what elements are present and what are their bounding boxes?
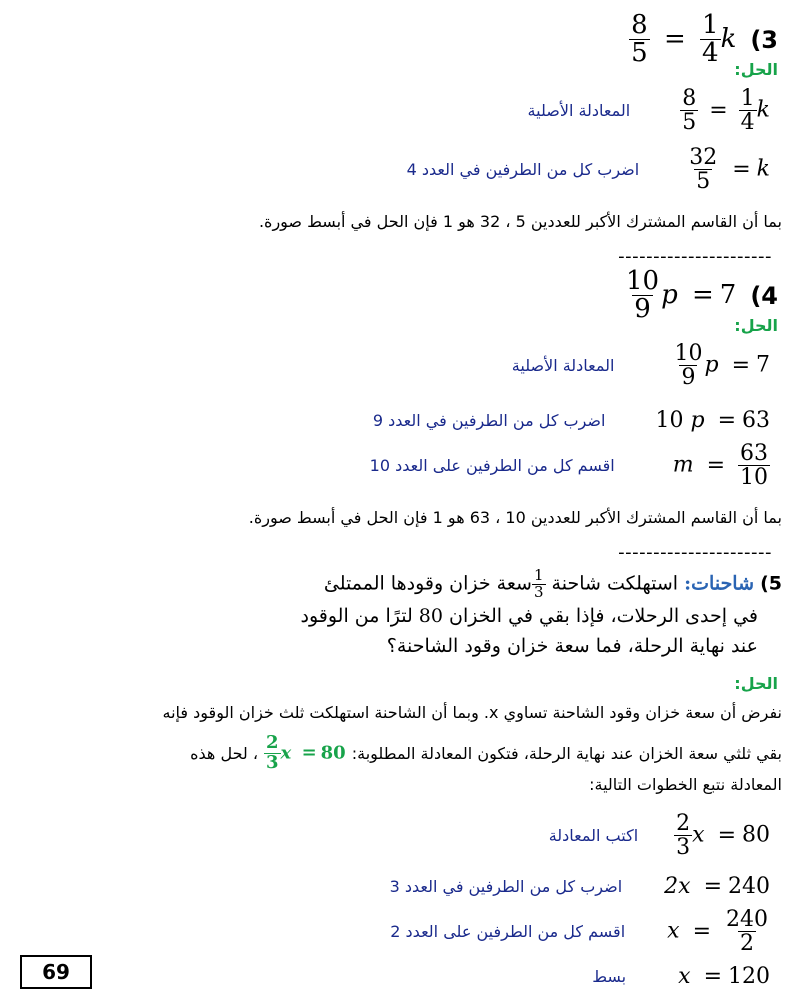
problem3-step-1: المعادلة الأصلية $\frac{8}{5}$ = $\frac{1}{4}$ k — [527, 86, 770, 136]
problem4-step-3: اقسم كل من الطرفين على العدد 10 m = $\frac{63}{10}$ — [369, 441, 768, 491]
problem4-number: (4 — [750, 281, 778, 310]
problem5-step-2: اضرب كل من الطرفين في العدد 3 2x = 240 — [389, 874, 770, 899]
problem5-step-4: بسط x = 120 — [592, 964, 770, 989]
page-number: 69 — [20, 955, 92, 989]
problem5-step-1: اكتب المعادلة $\frac{2}{3}$ x = 80 — [548, 811, 770, 861]
problem5-step-3: اقسم كل من الطرفين على العدد 2 x = $\frac{240}{2}$ — [390, 907, 768, 957]
problem5-para2-b: ، لحل هذه — [190, 743, 259, 763]
problem3-conclusion: بما أن القاسم المشترك الأكبر للعددين 5 ، 32 هو 1 فإن الحل في أبسط صورة. — [258, 212, 782, 231]
step-note: اضرب كل من الطرفين في العدد 9 — [372, 411, 606, 430]
step-note: اضرب كل من الطرفين في العدد 3 — [389, 877, 623, 896]
problem4-step-1: المعادلة الأصلية $\frac{10}{9}$ p = 7 — [511, 341, 770, 391]
step-note: اقسم كل من الطرفين على العدد 10 — [369, 456, 615, 476]
problem3-solution-label: الحل: — [734, 60, 778, 79]
problem5-solution-label: الحل: — [734, 674, 778, 693]
problem5-line3: عند نهاية الرحلة، فما سعة خزان وقود الشاحنة؟ — [386, 634, 758, 657]
problem3-equation-math: $\frac{8}{5}$ = $\frac{1}{4}$ k — [631, 10, 737, 69]
problem5-para3: المعادلة نتبع الخطوات التالية: — [589, 775, 782, 794]
problem5-inline-equation: $\frac{2}{3}$ x = 80 — [266, 732, 346, 773]
step-note: بسط — [592, 967, 627, 986]
problem5-para2 — [190, 734, 782, 773]
problem5-line1-a: استهلكت شاحنة — [551, 572, 679, 595]
step-note: المعادلة الأصلية — [527, 101, 631, 121]
problem5-line2: في إحدى الرحلات، فإذا بقي في الخزان 80 لترًا من الوقود — [300, 604, 758, 627]
problem5-number: 5) — [760, 572, 782, 595]
step-note: اقسم كل من الطرفين على العدد 2 — [390, 922, 626, 942]
problem5-para2-a: بقي ثلثي سعة الخزان عند نهاية الرحلة، فتكون المعادلة المطلوبة: — [351, 743, 782, 763]
separator: ---------------------- — [618, 542, 772, 563]
problem5-line1-b: سعة خزان وقودها الممتلئ — [323, 572, 532, 595]
problem4-step-2: اضرب كل من الطرفين في العدد 9 10 p = 63 — [372, 408, 770, 433]
problem3-step-2: اضرب كل من الطرفين في العدد 4 $\frac{32}{5}$ = k — [406, 145, 770, 195]
problem4-solution-label: الحل: — [734, 316, 778, 335]
problem4-conclusion: بما أن القاسم المشترك الأكبر للعددين 10 ، 63 هو 1 فإن الحل في أبسط صورة. — [248, 508, 782, 527]
step-note: اكتب المعادلة — [548, 826, 639, 846]
problem5-para1: نفرض أن سعة خزان وقود الشاحنة تساوي x. وبما أن الشاحنة استهلكت ثلث خزان الوقود فإنه — [162, 703, 782, 722]
step-note: المعادلة الأصلية — [511, 356, 615, 376]
step-note: اضرب كل من الطرفين في العدد 4 — [406, 160, 640, 180]
problem5-title: شاحنات: — [684, 572, 755, 595]
problem3-number: (3 — [750, 25, 778, 54]
problem5-fraction: $\frac{1}{3}$ — [533, 566, 544, 601]
separator: ---------------------- — [618, 246, 772, 267]
problem4-equation-math: $\frac{10}{9}$ p = 7 — [625, 266, 737, 325]
problem5-statement — [300, 568, 782, 661]
